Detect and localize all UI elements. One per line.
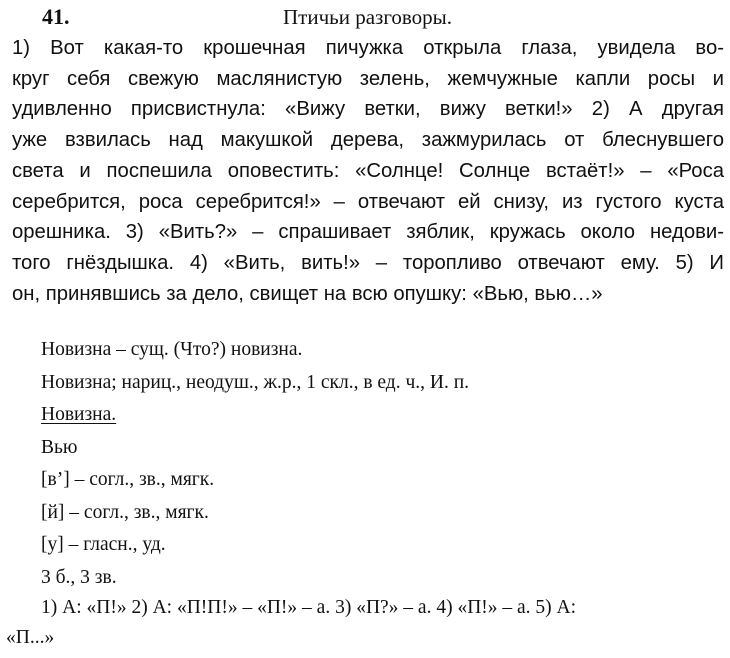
morph-question: Новизна – сущ. (Что?) новизна. <box>41 339 303 360</box>
morph-underlined-word <box>41 399 469 432</box>
sound-row: [у] – гласн., уд. <box>41 534 166 555</box>
text-line: удивленно присвистнула: «Вижу ветки, вижу ветки!» 2) А другая <box>12 98 724 121</box>
text-line: серебрится, роса серебрится!» – отвечают ей снизу, из густого куста <box>12 190 724 213</box>
sound-row: [й] – согл., зв., мягк. <box>41 501 209 523</box>
text-line: того гнёздышка. 4) «Вить, вить!» – торопливо отвечают ему. 5) И <box>12 251 724 274</box>
text-line: орешника. 3) «Вить?» – спрашивает зяблик, кружась около недови- <box>12 221 724 244</box>
scheme-line: 1) А: «П!» 2) А: «П!П!» – «П!» – а. 3) «П?» – а. 4) «П!» – а. 5) А: <box>41 597 577 618</box>
scheme-line: «П...» <box>6 627 55 648</box>
exercise-text <box>12 33 724 309</box>
word-analysis <box>41 334 469 594</box>
exercise-title: Птичьи разговоры. <box>283 5 453 29</box>
exercise-number: 41. <box>42 4 70 29</box>
underlined-word: Новизна. <box>41 404 117 425</box>
text-line: круг себя свежую маслянистую зелень, жемчужные капли росы и <box>12 67 724 90</box>
letter-sound-count: 3 б., 3 зв. <box>41 566 117 588</box>
exercise-header <box>0 2 730 32</box>
text-line: 1) Вот какая-то крошечная пичужка открыла глаза, увидела во- <box>12 37 724 59</box>
morph-features: Новизна; нариц., неодуш., ж.р., 1 скл., в ед. ч., И. п. <box>41 371 470 393</box>
text-line: уже взвилась над макушкой дерева, зажмурилась от блеснувшего <box>12 129 724 152</box>
punctuation-schemes <box>0 593 730 653</box>
text-line: света и поспешила оповестить: «Солнце! Солнце встаёт!» – «Роса <box>12 159 724 182</box>
phonetic-word: Вью <box>41 436 78 458</box>
sound-row: [в’] – согл., зв., мягк. <box>41 469 215 490</box>
text-line: он, принявшись за дело, свищет на всю опушку: «Вью, вью…» <box>12 282 603 305</box>
